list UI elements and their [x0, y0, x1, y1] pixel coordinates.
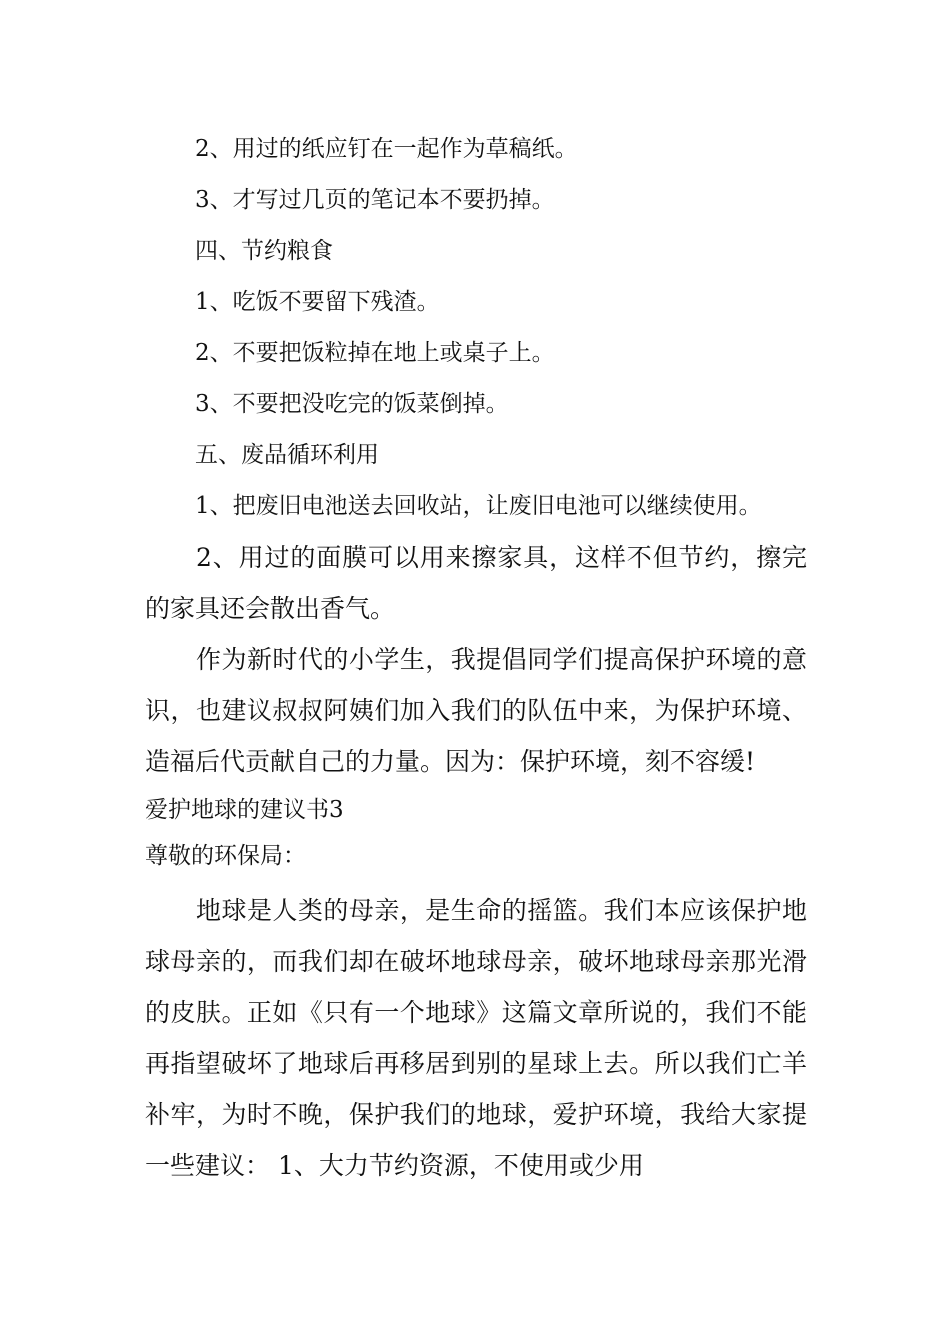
paragraph: 地球是人类的母亲，是生命的摇篮。我们本应该保护地球母亲的，而我们却在破坏地球母亲，破坏地球母亲那光滑的皮肤。正如《只有一个地球》这篇文章所说的，我们不能再指望破坏了地球后再移居到别的星球上去。所以我们亡羊补牢，为时不晚，保护我们的地球，爱护环境，我给大家提一些建议： 1、大力节约资源，不使用或少用: [145, 896, 807, 1180]
list-item: 2、用过的纸应钉在一起作为草稿纸。: [195, 136, 578, 162]
salutation: 尊敬的环保局：: [145, 843, 306, 869]
list-item: 2、不要把饭粒掉在地上或桌子上。: [195, 340, 555, 366]
list-item: 1、吃饭不要留下残渣。: [195, 289, 440, 315]
paragraph: 2、用过的面膜可以用来擦家具，这样不但节约，擦完的家具还会散出香气。: [145, 543, 807, 623]
section-heading: 四、节约粮食: [195, 238, 333, 264]
list-item: 1、把废旧电池送去回收站，让废旧电池可以继续使用。: [195, 493, 762, 519]
document-title: 爱护地球的建议书3: [145, 797, 344, 823]
paragraph: 作为新时代的小学生，我提倡同学们提高保护环境的意识，也建议叔叔阿姨们加入我们的队伍中来，为保护环境、造福后代贡献自己的力量。因为：保护环境，刻不容缓!: [145, 645, 807, 776]
document-page: [145, 124, 807, 1191]
list-item: 3、不要把没吃完的饭菜倒掉。: [195, 391, 509, 417]
list-item: 3、才写过几页的笔记本不要扔掉。: [195, 187, 555, 213]
section-heading: 五、废品循环利用: [195, 442, 379, 468]
